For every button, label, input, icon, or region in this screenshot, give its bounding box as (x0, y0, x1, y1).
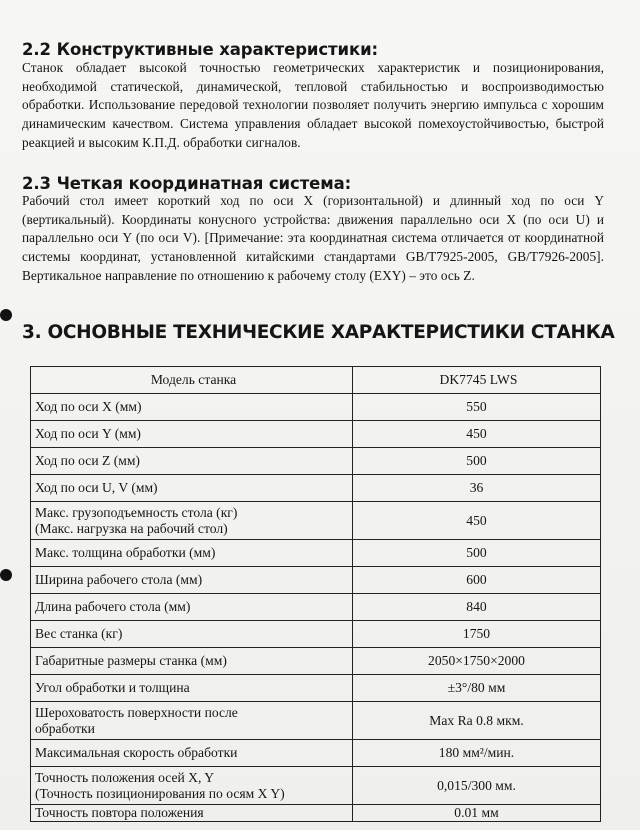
spec-value: 840 (353, 594, 601, 621)
spec-param (31, 702, 353, 740)
spec-value: 2050×1750×2000 (353, 648, 601, 675)
spec-param: Угол обработки и толщина (31, 675, 353, 702)
binder-hole-mark (0, 569, 12, 581)
binder-hole-mark (0, 309, 12, 321)
spec-table-header-row (31, 367, 601, 394)
spec-row (31, 421, 601, 448)
spec-param-line: (Макс. нагрузка на рабочий стол) (35, 520, 228, 536)
spec-param: Длина рабочего стола (мм) (31, 594, 353, 621)
spec-param (31, 767, 353, 805)
spec-param-line: Шероховатость поверхности после (35, 705, 238, 720)
spec-row (31, 502, 601, 540)
spec-param-line: Макс. грузоподъемность стола (кг) (35, 505, 238, 520)
spec-row (31, 805, 601, 822)
spec-param: Ход по оси Y (мм) (31, 421, 353, 448)
spec-value: 450 (353, 421, 601, 448)
spec-row (31, 394, 601, 421)
spec-row (31, 740, 601, 767)
spec-param: Макс. толщина обработки (мм) (31, 540, 353, 567)
spec-row (31, 621, 601, 648)
spec-param: Вес станка (кг) (31, 621, 353, 648)
spec-value: Max Ra 0.8 мкм. (353, 702, 601, 740)
section-2-2-text: Станок обладает высокой точностью геометрических характеристик и позиционирования, необходимой статической, динамической, тепловой стабильностью и воспроизводимостью обработки. Использование передовой технологии позволяет получить энергию импульса с хорошим динамическим качеством. Система управления обладает высокой помехоустойчивостью, быстрой реакцией и высоким К.П.Д. обработки сигналов. (22, 60, 604, 150)
spec-header-param: Модель станка (31, 367, 353, 394)
spec-param-line: (Точность позиционирования по осям X Y) (35, 785, 285, 801)
spec-value: 0.01 мм (353, 805, 601, 822)
spec-row (31, 567, 601, 594)
spec-param: Ход по оси U, V (мм) (31, 475, 353, 502)
spec-value: 1750 (353, 621, 601, 648)
spec-param: Ход по оси X (мм) (31, 394, 353, 421)
spec-row (31, 702, 601, 740)
spec-value: 500 (353, 448, 601, 475)
spec-param: Точность повтора положения (31, 805, 353, 822)
spec-row (31, 540, 601, 567)
section-2-3-text: Рабочий стол имеет короткий ход по оси X (горизонтальной) и длинный ход по оси Y (вертикальный). Координаты конусного устройства: движения параллельно оси X (по оси U) и параллельно оси Y (по оси V). [Примечание: эта координатная система отличается от координатной системы координат, установленной китайскими стандартами GB/T7925-2005, GB/T7926-2005]. Вертикальное направление по отношению к рабочему столу (EXY) – это ось Z. (22, 193, 604, 283)
spec-header-value: DK7745 LWS (353, 367, 601, 394)
spec-row (31, 448, 601, 475)
spec-value: 550 (353, 394, 601, 421)
spec-row (31, 767, 601, 805)
spec-row (31, 675, 601, 702)
spec-value: 450 (353, 502, 601, 540)
spec-param-line: Точность положения осей X, Y (35, 770, 215, 785)
spec-value: 180 мм²/мин. (353, 740, 601, 767)
spec-param (31, 502, 353, 540)
section-2-3-heading: 2.3 Четкая координатная система: (22, 174, 352, 193)
spec-value: ±3°/80 мм (353, 675, 601, 702)
spec-param: Ширина рабочего стола (мм) (31, 567, 353, 594)
spec-value: 500 (353, 540, 601, 567)
spec-row (31, 475, 601, 502)
spec-row (31, 594, 601, 621)
spec-param: Ход по оси Z (мм) (31, 448, 353, 475)
spec-value: 36 (353, 475, 601, 502)
spec-table (30, 366, 601, 822)
section-3-heading: 3. ОСНОВНЫЕ ТЕХНИЧЕСКИЕ ХАРАКТЕРИСТИКИ СТАНКА (22, 322, 615, 343)
spec-value: 600 (353, 567, 601, 594)
spec-param: Максимальная скорость обработки (31, 740, 353, 767)
spec-value: 0,015/300 мм. (353, 767, 601, 805)
spec-row (31, 648, 601, 675)
section-2-2-heading: 2.2 Конструктивные характеристики: (22, 40, 379, 59)
spec-param: Габаритные размеры станка (мм) (31, 648, 353, 675)
spec-param-line: обработки (35, 720, 95, 736)
